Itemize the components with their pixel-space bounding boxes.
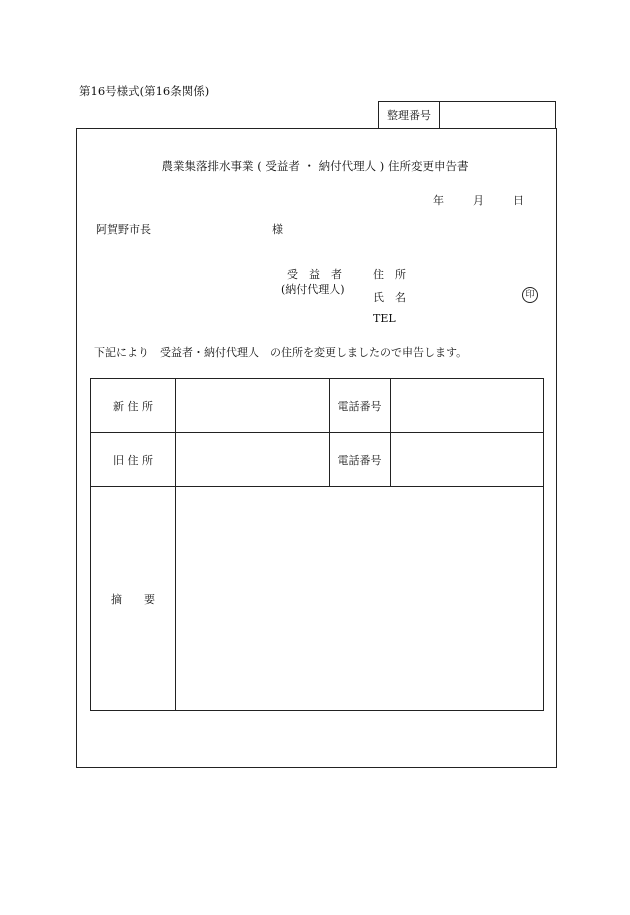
remarks-field[interactable]	[176, 487, 544, 711]
remarks-header: 摘 要	[91, 487, 176, 711]
old-address-header: 旧 住 所	[91, 433, 176, 487]
reference-number-label: 整理番号	[379, 102, 440, 129]
new-address-header: 新 住 所	[91, 379, 176, 433]
date-line	[433, 192, 524, 208]
declaration-text: 下記により 受益者・納付代理人 の住所を変更しましたので申告します。	[94, 346, 468, 359]
name-label: 氏 名	[373, 291, 406, 304]
table-row	[91, 433, 544, 487]
date-month: 月	[473, 194, 484, 207]
new-address-field[interactable]	[176, 379, 330, 433]
applicant-role: 受 益 者	[287, 268, 342, 281]
seal-mark: 印	[522, 287, 538, 303]
reference-number-box	[378, 101, 556, 129]
address-label: 住 所	[373, 268, 406, 281]
table-row	[91, 379, 544, 433]
table-row	[91, 487, 544, 711]
form-number-label: 第16号様式(第16条関係)	[79, 84, 210, 98]
new-phone-header: 電話番号	[329, 379, 390, 433]
new-phone-field[interactable]	[390, 379, 544, 433]
applicant-role-alt: (納付代理人)	[281, 283, 345, 296]
old-phone-field[interactable]	[390, 433, 544, 487]
address-change-table	[90, 378, 544, 711]
form-title: 農業集落排水事業 ( 受益者 ・ 納付代理人 ) 住所変更申告書	[161, 159, 469, 173]
date-year: 年	[433, 194, 444, 207]
tel-label: TEL	[373, 312, 396, 325]
old-address-field[interactable]	[176, 433, 330, 487]
date-day: 日	[513, 194, 524, 207]
recipient-name: 阿賀野市長	[96, 223, 151, 236]
old-phone-header: 電話番号	[329, 433, 390, 487]
recipient-honorific: 様	[272, 223, 283, 236]
